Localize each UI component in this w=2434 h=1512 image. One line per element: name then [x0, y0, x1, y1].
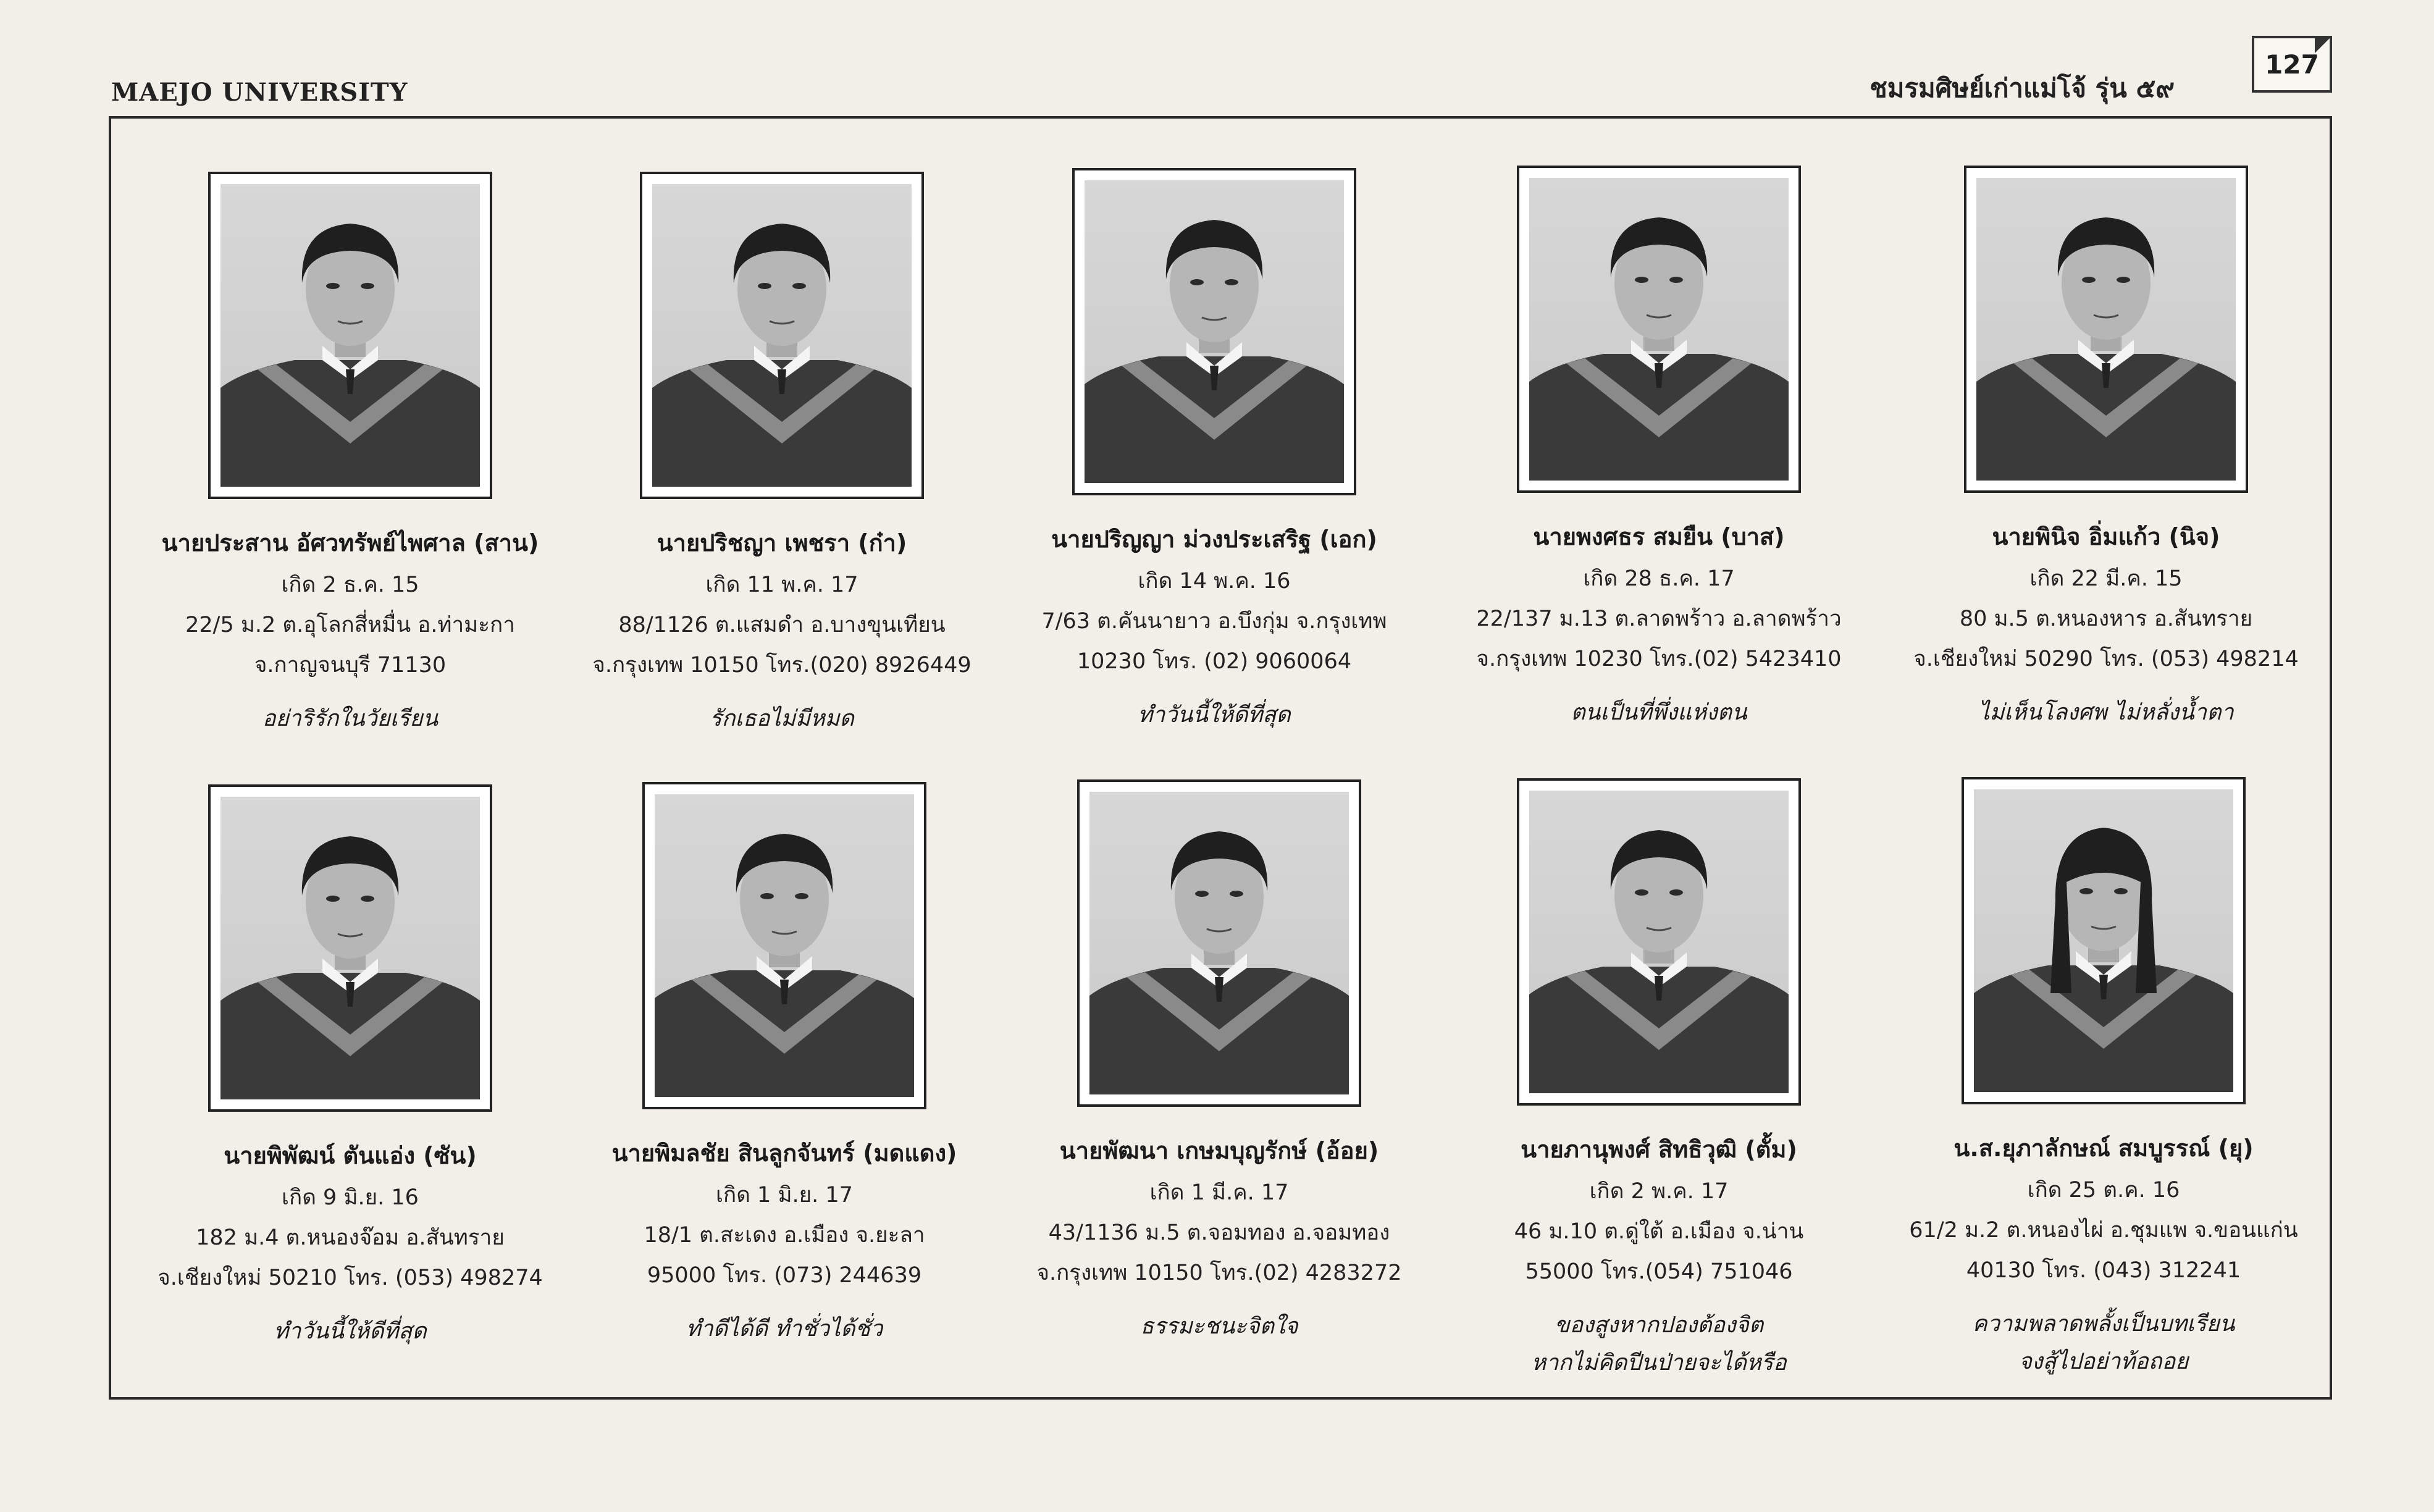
student-address-line1: 61/2 ม.2 ต.หนองไผ่ อ.ชุมแพ จ.ขอนแก่น [1909, 1218, 2298, 1243]
student-address-line2: 55000 โทร.(054) 751046 [1525, 1259, 1793, 1284]
portrait-silhouette [220, 797, 480, 1099]
student-name: นายพิพัฒน์ ตันแอ่ง (ซัน) [224, 1142, 477, 1169]
student-address-line2: จ.กรุงเทพ 10150 โทร.(020) 8926449 [592, 653, 972, 678]
student-card [568, 782, 1001, 1346]
student-motto: อย่าริรักในวัยเรียน [262, 706, 439, 731]
page-number-text: 127 [2265, 49, 2319, 80]
student-name: นายปริชญา เพชรา (ก๋า) [657, 529, 907, 556]
student-name: น.ส.ยุภาลักษณ์ สมบูรรณ์ (ยุ) [1953, 1135, 2254, 1162]
student-motto: ธรรมะชนะจิตใจ [1140, 1314, 1298, 1339]
student-address-line2: 95000 โทร. (073) 244639 [647, 1263, 922, 1288]
portrait-silhouette [1974, 789, 2233, 1092]
student-address-line1: 7/63 ต.คันนายาว อ.บึงกุ่ม จ.กรุงเทพ [1041, 609, 1387, 634]
portrait-image [220, 797, 480, 1099]
student-card [998, 168, 1430, 732]
student-name: นายพิมลชัย สินลูกจันทร์ (มดแดง) [611, 1140, 957, 1167]
student-card [1443, 778, 1875, 1380]
student-motto: ทำวันนี้ให้ดีที่สุด [1138, 702, 1291, 728]
student-name: นายภานุพงศ์ สิทธิวุฒิ (ตั้ม) [1521, 1136, 1797, 1163]
student-address-line2: จ.เชียงใหม่ 50210 โทร. (053) 498274 [157, 1266, 543, 1290]
student-photo [640, 172, 924, 499]
student-address-line2: 10230 โทร. (02) 9060064 [1076, 649, 1352, 674]
student-birth: เกิด 11 พ.ค. 17 [705, 573, 858, 597]
student-address-line1: 46 ม.10 ต.ดู่ใต้ อ.เมือง จ.น่าน [1514, 1219, 1804, 1244]
student-name: นายพินิจ อิ่มแก้ว (นิจ) [1992, 523, 2220, 550]
portrait-silhouette [652, 184, 912, 487]
student-birth: เกิด 1 มิ.ย. 17 [716, 1183, 853, 1208]
student-photo [1517, 778, 1801, 1106]
portrait-silhouette [655, 794, 914, 1097]
student-address-line1: 18/1 ต.สะเดง อ.เมือง จ.ยะลา [644, 1223, 925, 1248]
student-card [1003, 779, 1435, 1343]
student-address-line2: จ.กรุงเทพ 10150 โทร.(02) 4283272 [1036, 1261, 1402, 1285]
student-birth: เกิด 28 ธ.ค. 17 [1583, 566, 1735, 591]
student-motto-line2: หากไม่คิดปีนป่ายจะได้หรือ [1531, 1350, 1787, 1376]
page-header-right: ชมรมศิษย์เก่าแม่โจ้ รุ่น ๕๙ [1870, 73, 2175, 103]
student-address-line2: จ.กาญจนบุรี 71130 [254, 653, 447, 678]
student-address-line1: 22/137 ม.13 ต.ลาดพร้าว อ.ลาดพร้าว [1476, 607, 1842, 631]
student-motto: ตนเป็นที่พึ่งแห่งตน [1571, 700, 1747, 725]
student-address-line2: จ.กรุงเทพ 10230 โทร.(02) 5423410 [1476, 647, 1842, 671]
student-photo [1072, 168, 1356, 495]
student-address-line1: 182 ม.4 ต.หนองจ๊อม อ.สันทราย [196, 1225, 505, 1250]
portrait-silhouette [1529, 791, 1789, 1093]
student-birth: เกิด 14 พ.ค. 16 [1138, 569, 1291, 594]
portrait-image [655, 794, 914, 1097]
student-birth: เกิด 2 ธ.ค. 15 [281, 573, 419, 597]
student-photo [208, 172, 492, 499]
student-address-line2: จ.เชียงใหม่ 50290 โทร. (053) 498214 [1913, 647, 2299, 671]
student-address-line2: 40130 โทร. (043) 312241 [1966, 1258, 2241, 1283]
portrait-image [1529, 791, 1789, 1093]
student-motto: ความพลาดพลั้งเป็นบทเรียน [1972, 1311, 2235, 1337]
student-grid [111, 119, 2330, 1397]
student-motto: ไม่เห็นโลงศพ ไม่หลั่งน้ำตา [1978, 700, 2234, 725]
portrait-image [1529, 178, 1789, 481]
student-address-line1: 22/5 ม.2 ต.อุโลกสี่หมื่น อ.ท่ามะกา [185, 613, 515, 637]
student-address-line1: 43/1136 ม.5 ต.จอมทอง อ.จอมทอง [1048, 1220, 1390, 1245]
portrait-silhouette [1089, 792, 1349, 1094]
student-motto: ของสูงหากปองต้องจิต [1554, 1312, 1764, 1338]
student-address-line1: 80 ม.5 ต.หนองหาร อ.สันทราย [1959, 607, 2253, 631]
page-corner-fold-icon [2315, 36, 2332, 53]
portrait-image [1976, 178, 2236, 481]
portrait-silhouette [220, 184, 480, 487]
student-photo [1962, 777, 2246, 1104]
student-photo [1964, 166, 2248, 493]
student-card [566, 172, 998, 736]
student-card [1443, 166, 1875, 729]
student-card [134, 172, 566, 736]
student-card [1890, 166, 2322, 729]
student-name: นายประสาน อัศวทรัพย์ไพศาล (สาน) [161, 529, 539, 556]
student-name: นายปริญญา ม่วงประเสริฐ (เอก) [1051, 526, 1377, 553]
student-photo [1077, 779, 1361, 1107]
student-name: นายพัฒนา เกษมบุญรักษ์ (อ้อย) [1059, 1137, 1379, 1164]
student-motto: รักเธอไม่มีหมด [710, 706, 854, 731]
student-card [134, 784, 566, 1348]
portrait-image [1974, 789, 2233, 1092]
portrait-image [1089, 792, 1349, 1094]
student-motto: ทำวันนี้ให้ดีที่สุด [274, 1319, 427, 1344]
portrait-silhouette [1529, 178, 1789, 481]
yearbook-frame [109, 116, 2332, 1400]
student-birth: เกิด 9 มิ.ย. 16 [282, 1185, 419, 1210]
student-card [1887, 777, 2320, 1379]
student-motto-line2: จงสู้ไปอย่าท้อถอย [2018, 1349, 2189, 1374]
student-photo [1517, 166, 1801, 493]
portrait-silhouette [1976, 178, 2236, 481]
student-address-line1: 88/1126 ต.แสมดำ อ.บางขุนเทียน [618, 613, 946, 637]
page-number [2252, 36, 2332, 93]
student-name: นายพงศธร สมยืน (บาส) [1533, 523, 1785, 550]
portrait-image [220, 184, 480, 487]
page-header-left: MAEJO UNIVERSITY [111, 78, 408, 107]
portrait-image [652, 184, 912, 487]
student-motto: ทำดีได้ดี ทำชั่วได้ชั่ว [686, 1316, 883, 1342]
student-birth: เกิด 1 มี.ค. 17 [1149, 1180, 1289, 1205]
student-photo [642, 782, 926, 1109]
student-birth: เกิด 2 พ.ค. 17 [1589, 1179, 1729, 1204]
portrait-image [1085, 180, 1344, 483]
student-birth: เกิด 22 มี.ค. 15 [2029, 566, 2183, 591]
student-photo [208, 784, 492, 1112]
portrait-silhouette [1085, 180, 1344, 483]
student-birth: เกิด 25 ต.ค. 16 [2027, 1178, 2180, 1203]
